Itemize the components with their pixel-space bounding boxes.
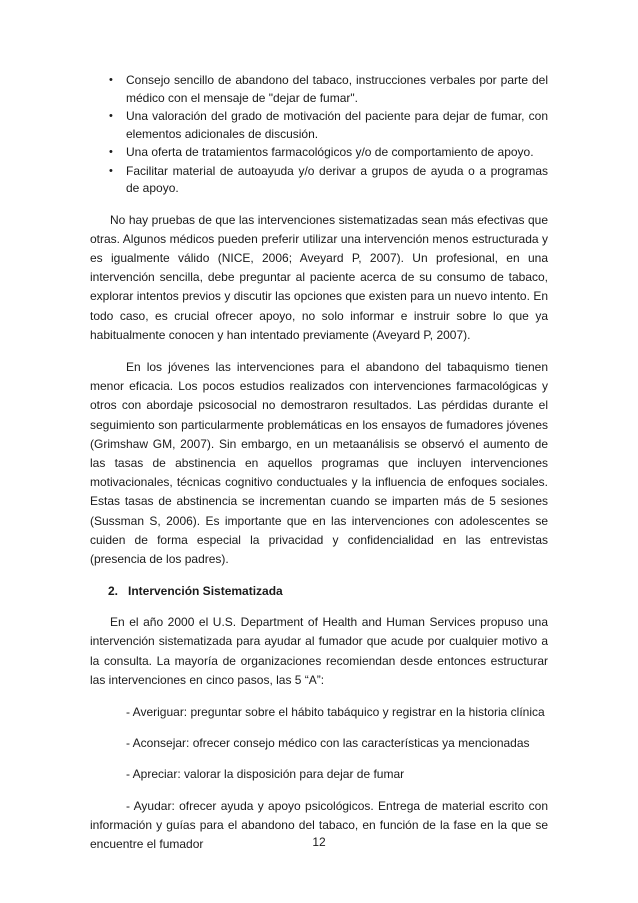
bullet-icon: • (109, 146, 113, 158)
section-heading (108, 582, 548, 601)
bullet-icon: • (109, 74, 113, 86)
five-a-item-ayudar: - Ayudar: ofrecer ayuda y apoyo psicológicos. Entrega de material escrito con información y guías para el abandono del tabaco, en función de la fase en la que se encuentre el fumador (90, 798, 548, 851)
bullet-icon: • (109, 110, 113, 122)
paragraph-evidence: No hay pruebas de que las intervenciones sistematizadas sean más efectivas que otras. Algunos médicos pueden preferir utilizar una intervención menos estructurada y es igualmente válido (NICE, 2006; Aveyard P, 2007). Un profesional, en una intervención sencilla, debe preguntar al paciente acerca de su consumo de tabaco, explorar intentos previos y discutir las opciones que existen para un nuevo intento. En todo caso, es crucial ofrecer apoyo, no solo informar e instruir sobre lo que ya habitualmente conocen y han intentado previamente (Aveyard P, 2007). (90, 212, 548, 342)
paragraph-young-smokers: En los jóvenes las intervenciones para el abandono del tabaquismo tienen menor eficacia. Los pocos estudios realizados con intervenciones farmacológicas y otros con abordaje psicosocial no demostraron resultados. Las pérdidas durante el seguimiento son particularmente problemáticas en los ensayos de fumadores jóvenes (Grimshaw GM, 2007). Sin embargo, en un metaanálisis se observó el aumento de las tasas de abstinencia en aquellos programas que incluyen intervenciones motivacionales, técnicas cognitivo conductuales y la influencia de enfoques sociales. Estas tasas de abstinencia se incrementan cuando se imparten más de 5 sesiones (Sussman S, 2006). Es importante que en las intervenciones con adolescentes se cuiden de forma especial la privacidad y confidencialidad en las entrevistas (presencia de los padres). (90, 359, 548, 566)
five-a-item-aconsejar: - Aconsejar: ofrecer consejo médico con las características ya mencionadas (126, 736, 530, 751)
five-a-item-apreciar: - Apreciar: valorar la disposición para dejar de fumar (126, 767, 405, 782)
bullet-text: Una valoración del grado de motivación del paciente para dejar de fumar, con elementos adicionales de discusión. (126, 109, 548, 141)
bullet-item (90, 144, 548, 162)
bullet-text: Facilitar material de autoayuda y/o derivar a grupos de ayuda o a programas de apoyo. (126, 163, 548, 195)
page-number: 12 (312, 835, 326, 849)
bullet-list (90, 72, 548, 198)
section-number: 2. (108, 584, 119, 599)
bullet-item (90, 72, 548, 107)
bullet-text: Consejo sencillo de abandono del tabaco, instrucciones verbales por parte del médico con el mensaje de "dejar de fumar". (126, 73, 548, 105)
section-title: Intervención Sistematizada (128, 584, 283, 599)
bullet-icon: • (109, 164, 113, 177)
bullet-item (90, 108, 548, 143)
paragraph-five-a-intro: En el año 2000 el U.S. Department of Health and Human Services propuso una intervención sistematizada para ayudar al fumador que acude por cualquier motivo a la consulta. La mayoría de organizaciones recomiendan desde entonces estructurar las intervenciones en cinco pasos, las 5 “A”: (90, 615, 548, 687)
bullet-text: Una oferta de tratamientos farmacológicos y/o de comportamiento de apoyo. (126, 145, 534, 159)
bullet-item (90, 163, 548, 198)
page-content (90, 72, 548, 866)
five-a-item-averiguar: - Averiguar: preguntar sobre el hábito tabáquico y registrar en la historia clínica (126, 704, 545, 719)
